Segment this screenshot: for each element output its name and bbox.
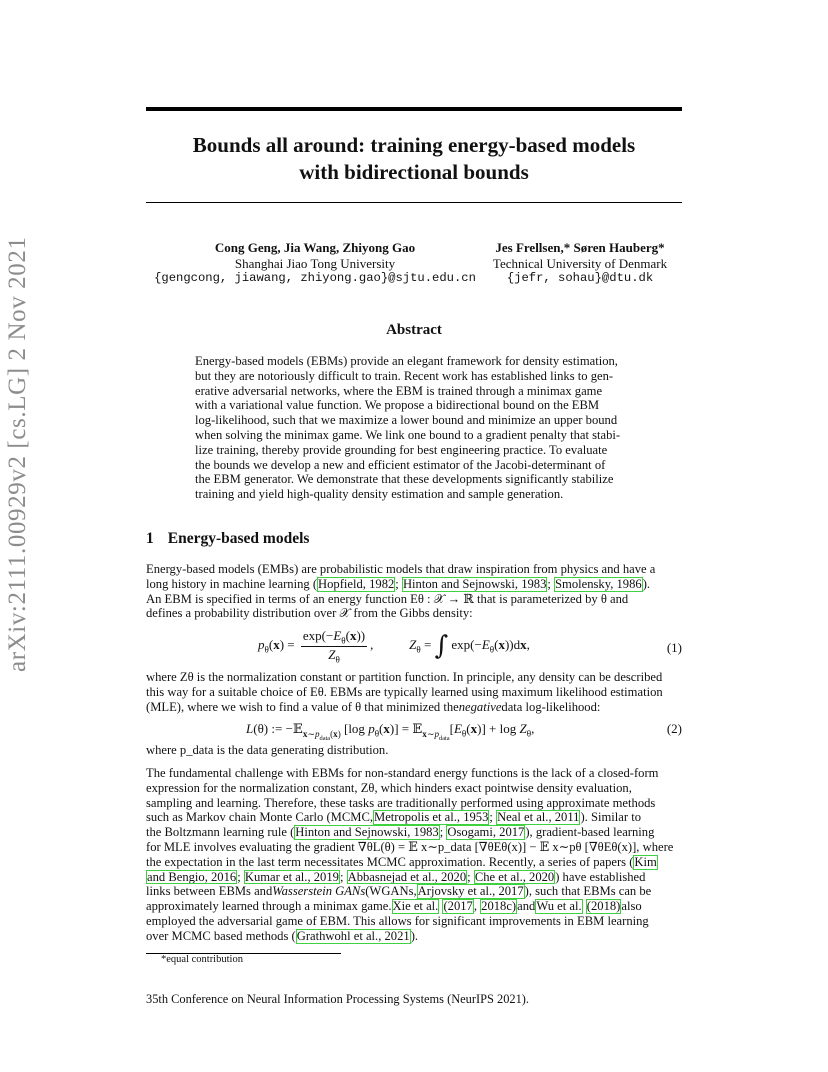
text-line: the expectation in the last term necessitates MCMC approximation. Recently, a series of papers ( Kim [146,854,657,869]
conference-footer: 35th Conference on Neural Information Processing Systems (NeurIPS 2021). [146,992,530,1006]
citation-link[interactable]: 2018c) [481,899,517,914]
text-line: the Boltzmann learning rule ( Hinton and Sejnowski, 1983 ; Osogami, 2017 ), gradient-based learning [146,825,655,840]
text-line: long history in machine learning ( Hopfield, 1982 ; Hinton and Sejnowski, 1983 ; Smolensky, 1986 ). [146,576,651,591]
arxiv-stamp: arXiv:2111.00929v2 [cs.LG] 2 Nov 2021 [4,236,31,672]
footnote: *equal contribution [161,954,243,965]
citation-link[interactable]: Hopfield, 1982 [318,576,395,591]
citation-link[interactable]: (2018) [586,899,621,914]
text-line: Energy-based models (EMBs) are probabilistic models that draw inspiration from physics and have a [146,562,656,576]
text-line: and Bengio, 2016 ; Kumar et al., 2019 ; Abbasnejad et al., 2020 ; Che et al., 2020 ) have established [147,869,646,884]
citation-link[interactable]: and Bengio, 2016 [147,869,237,884]
abstract-line: but they are notoriously difficult to train. Recent work has established links to gen- [195,368,614,383]
citation-link[interactable]: Hinton and Sejnowski, 1983 [402,576,547,591]
text-line: expression for the normalization constant, Zθ, which hinders exact pointwise density evaluation, [146,780,632,795]
affiliation-left: Shanghai Jiao Tong University [234,255,396,271]
citation-link[interactable]: Xie et al. [392,899,439,914]
email-right: {jefr, sohau}@dtu.dk [506,271,654,285]
citation-link[interactable]: Kumar et al., 2019 [244,869,339,884]
section-number: 1 [146,530,154,547]
text-line: employed the adversarial game of EBM. This allows for significant improvements in EBM learning [146,913,649,928]
author-names-left: Cong Geng, Jia Wang, Zhiyong Gao [214,240,416,255]
text-line: this way for a suitable choice of Eθ. EBMs are typically learned using maximum likelihood estimation [146,684,663,699]
title-line-1: Bounds all around: training energy-based models [192,133,636,157]
abstract-line: with a variational value function. We propose a bidirectional bound on the EBM [195,398,600,413]
text-line: for MLE involves evaluating the gradient ∇θL(θ) = 𝔼 x∼p_data [∇θEθ(x)] − 𝔼 x∼pθ [∇θEθ(x)], where [146,839,674,854]
author-block-left [150,240,480,287]
citation-link[interactable]: Smolensky, 1986 [555,576,642,591]
section-title: Energy-based models [167,530,310,547]
text-line: where p_data is the data generating distribution. [146,743,389,757]
paragraph-1 [146,562,682,621]
abstract-heading: Abstract [386,322,442,338]
citation-link[interactable]: Che et al., 2020 [474,869,555,884]
paragraph-3 [146,743,682,758]
abstract-line: erative adversarial networks, where the EBM is trained through a minimax game [195,383,603,398]
citation-link[interactable]: Metropolis et al., 1953 [374,810,489,825]
text-line: approximately learned through a minimax game. Xie et al. (2017 , 2018c) and Wu et al. (2018) also [146,899,642,914]
paragraph-4 [146,766,682,944]
equation-number: (2) [666,721,682,736]
paragraph-2 [146,670,682,714]
equation-1-body: $p_\theta(x)$ = $\frac{\exp(-E_\theta(x))}{Z_\theta}$ , $Z_\theta$ = ∫ $\exp(-E_\theta(x))dx$, [258,628,530,665]
text-line: where Zθ is the normalization constant or partition function. In principle, any density can be described [146,670,663,684]
citation-link[interactable]: Wu et al. [536,899,582,914]
text-line: An EBM is specified in terms of an energy function Eθ : 𝒳 → ℝ that is parameterized by θ and [146,591,629,606]
text-line: The fundamental challenge with EBMs for non-standard energy functions is the lack of a closed-form [146,766,659,780]
citation-link[interactable]: Hinton and Sejnowski, 1983 [295,825,439,840]
citation-link[interactable]: Abbasnejad et al., 2020 [347,869,467,884]
citation-link[interactable]: Kim [634,854,657,869]
abstract-line: when solving the minimax game. We link one bound to a gradient penalty that stabi- [195,427,621,442]
title-bottom-rule [146,202,682,203]
title-top-rule [146,107,682,111]
author-block-right [480,240,680,287]
abstract-line: Energy-based models (EBMs) provide an elegant framework for density estimation, [195,354,618,368]
affiliation-right: Technical University of Denmark [492,255,668,271]
text-line: sampling and learning. Therefore, these tasks are traditionally performed using approximate methods [146,795,656,810]
text-line: (MLE), where we wish to find a value of θ that minimized the negative data log-likelihood: [146,699,601,714]
author-names-right: Jes Frellsen,* Søren Hauberg* [495,240,665,255]
abstract-line: the bounds we develop a new and efficient estimator of the Jacobi-determinant of [195,457,606,472]
citation-link[interactable]: Neal et al., 2011 [497,810,580,825]
text-line: defines a probability distribution over 𝒳 from the Gibbs density: [146,606,473,621]
abstract-body [195,354,635,502]
paper-title [146,132,682,186]
text-line: such as Markov chain Monte Carlo (MCMC, Metropolis et al., 1953 ; Neal et al., 2011 ). Similar to [146,810,641,825]
citation-link[interactable]: Arjovsky et al., 2017 [417,884,524,899]
citation-link[interactable]: Osogami, 2017 [447,825,525,840]
equation-2-body: L(θ) := −𝔼$_{x\sim p_{data}(x)}$ [log $p_\theta(x)$] = $𝔼_{x\sim p_{data}}[E_\theta(x)] + \log Z_\theta$, [246,721,535,742]
email-left: {gengcong, jiawang, zhiyong.gao}@sjtu.edu.cn [154,271,476,285]
abstract-line: lize training, thereby provide grounding for best engineering practice. To evaluate [195,442,608,457]
title-line-2: with bidirectional bounds [299,160,529,184]
text-line: over MCMC based methods ( Grathwohl et al., 2021 ). [146,928,419,943]
abstract-line: training and yield high-quality density estimation and sample generation. [195,487,564,502]
text-line: links between EBMs and Wasserstein GANs (WGANs, Arjovsky et al., 2017 ), such that EBMs can be [146,884,652,899]
citation-link[interactable]: Grathwohl et al., 2021 [296,928,410,943]
citation-link[interactable]: (2017 [443,899,473,914]
equation-number: (1) [666,640,682,655]
abstract-line: the EBM generator. We demonstrate that these developments significantly stabilize [195,472,614,487]
abstract-line: log-likelihood, such that we maximize a lower bound and minimize an upper bound [195,413,618,428]
section-heading [146,530,309,548]
